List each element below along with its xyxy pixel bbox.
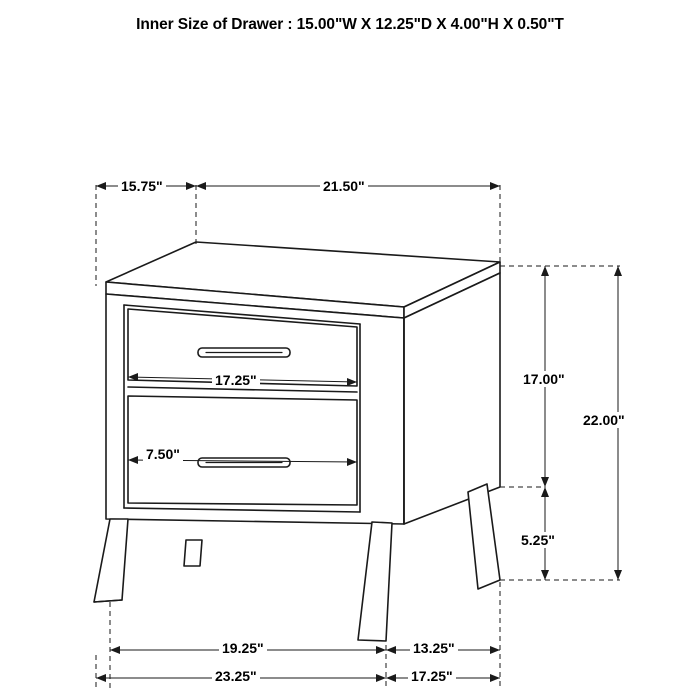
dim-label-side-leg-span: 13.25"	[410, 640, 458, 656]
dim-label-leg-height: 5.25"	[518, 532, 558, 548]
dim-label-overall-height: 22.00"	[580, 412, 628, 428]
dim-label-lower-drawer-height: 7.50"	[143, 446, 183, 462]
dim-label-front-leg-span: 19.25"	[219, 640, 267, 656]
dim-label-overall-width: 23.25"	[212, 668, 260, 684]
dim-label-overall-depth: 17.25"	[408, 668, 456, 684]
dim-label-top-left-depth: 15.75"	[118, 178, 166, 194]
dim-label-top-width: 21.50"	[320, 178, 368, 194]
page-title: Inner Size of Drawer : 15.00"W X 12.25"D X 4.00"H X 0.50"T	[136, 16, 564, 33]
dim-label-upper-drawer-width: 17.25"	[212, 372, 260, 388]
dim-label-cabinet-height: 17.00"	[520, 371, 568, 387]
